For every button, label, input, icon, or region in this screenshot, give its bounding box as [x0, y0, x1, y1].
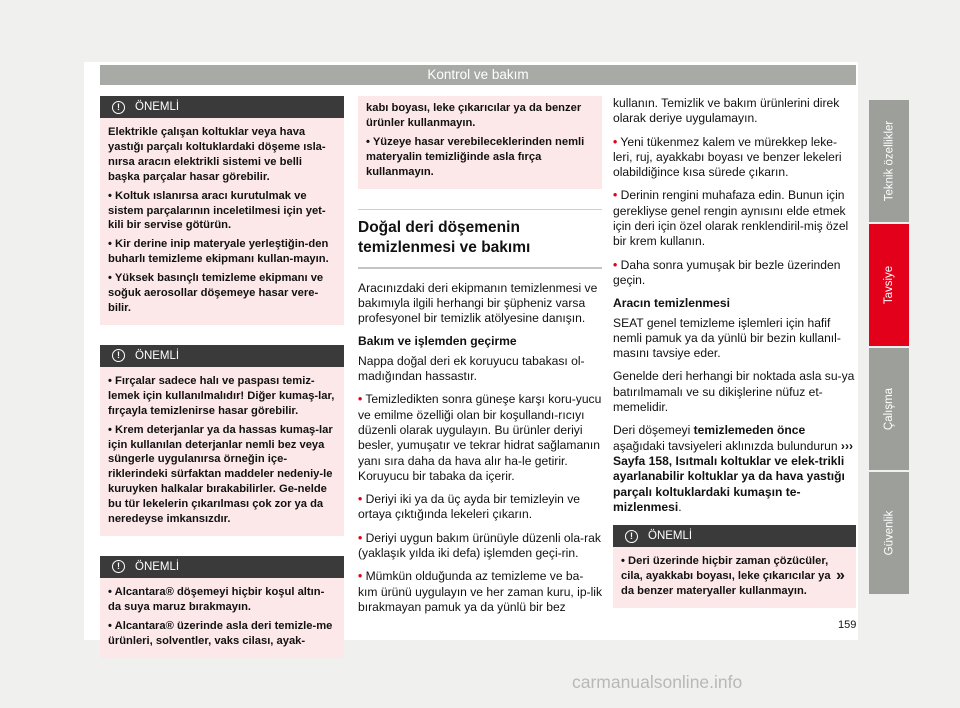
tab-label: Teknik özellikler: [883, 120, 895, 202]
warning-bullet: [108, 271, 336, 316]
list-item-text: Temizledikten sonra güneşe karşı koru-yucu ve emilme özelliği olan bir koşullandı-rıcıyı düzenli olarak uygulayın. Bu ürünler deriyi besler, yumuşatır ve tekrar hidrat sağlamanın yanı sıra daha da hava alır ha-le getirir. Koruyucu bir tabaka da içerir.: [358, 392, 602, 483]
list-item: [613, 135, 856, 181]
warning-icon: !: [112, 101, 125, 114]
warning-body: [358, 96, 602, 189]
warning-header: [100, 96, 344, 118]
warning-box: [100, 345, 344, 536]
tab-tavsiye[interactable]: [869, 224, 909, 346]
warning-bullet-text: Koltuk ıslanırsa aracı kurutulmak ve sistem parçalarının inceletilmesi için yet-kili bir servise götürün.: [108, 189, 326, 232]
bullet: •: [613, 188, 618, 203]
list-item-text: Deriyi uygun bakım ürünüyle düzenli ola-rak (yaklaşık yılda iki defa) işlemden geçi-rin.: [358, 530, 601, 560]
body-text-bold: temizlemeden önce: [693, 423, 806, 438]
warning-label: ÖNEMLİ: [135, 560, 180, 573]
warning-bullet-text: Alcantara® üzerinde asla deri temizle-me ürünleri, solventler, vaks cilası, ayak-: [108, 619, 333, 647]
continue-arrow-icon: »: [836, 567, 845, 584]
section-title: Doğal deri döşemenin temizlenmesi ve bakımı: [358, 209, 602, 269]
list-item: [358, 569, 602, 615]
list-item: [613, 258, 856, 289]
list-item-text: Daha sonra yumuşak bir bezle üzerinden geçin.: [613, 257, 841, 287]
body-text: SEAT genel temizleme işlemleri için hafif nemli pamuk ya da yünlü bir bezin kullanıl-masını tavsiye eder.: [613, 315, 841, 361]
body-text: kullanın. Temizlik ve bakım ürünlerini direk olarak deriye uygulamayın.: [613, 96, 840, 126]
warning-box: [100, 556, 344, 658]
list-item: [613, 188, 856, 249]
tab-label: Çalışma: [883, 387, 895, 431]
warning-bullet-text: Alcantara® döşemeyi hiçbir koşul altın-da suya maruz bırakmayın.: [108, 585, 325, 613]
list-item: [358, 392, 602, 484]
column-1: [100, 96, 344, 658]
body-text-part: .: [678, 499, 682, 514]
warning-bullet-text: Kir derine inip materyale yerleştiğin-den buharlı temizleme ekipmanı kullan-mayın.: [108, 238, 329, 266]
warning-icon: !: [625, 530, 638, 543]
warning-box: [613, 525, 856, 608]
column-2: [358, 96, 602, 623]
bullet: •: [613, 257, 618, 272]
warning-header: [100, 556, 344, 578]
warning-icon: !: [112, 349, 125, 362]
body-text-part: aşağıdaki tavsiyeleri aklınızda bulundurun: [613, 438, 838, 453]
warning-body: [100, 578, 344, 658]
tab-label: Güvenlik: [883, 510, 895, 556]
warning-bullet: [108, 585, 336, 615]
warning-bullet: [621, 554, 836, 599]
list-item: [358, 492, 602, 523]
tab-guvenlik[interactable]: [869, 472, 909, 594]
warning-bullet-text: Yüksek basınçlı temizleme ekipmanı ve soğuk aerosollar döşemeye hasar vere-bilir.: [108, 272, 324, 314]
body-text: Nappa doğal deri ek koruyucu tabakası ol-madığından hassastır.: [358, 353, 585, 384]
list-item-text: Yeni tükenmez kalem ve mürekkep leke-leri, ruj, ayakkabı boyası ve benzer lekeleri olabildiğince kısa sürede çıkarın.: [613, 134, 842, 180]
tab-calisma[interactable]: [869, 348, 909, 470]
bullet: •: [108, 238, 112, 251]
list-item-text: Mümkün olduğunda az temizleme ve ba-kım ürünü uygulayın ve her zaman kuru, ip-lik bırakmayan pamuk ya da yünlü bir bez: [358, 569, 603, 614]
intro-text: Aracınızdaki deri ekipmanın temizlenmesi ve bakımıyla ilgili herhangi bir şüpheniz varsa profesyonel bir temizlik atölyesine danışın.: [358, 280, 598, 326]
body-text: [613, 423, 856, 515]
list-item-text: Deriyi iki ya da üç ayda bir temizleyin ve ortaya çıktığında lekeleri çıkarın.: [358, 492, 581, 522]
list-item-text: Derinin rengini muhafaza edin. Bunun için gerekliyse genel rengin aynısını elde etmek için deri için özel olarak renklendiril-miş özel bir krem kullanın.: [613, 188, 849, 249]
bullet: •: [358, 530, 363, 545]
bullet: •: [108, 423, 112, 436]
subheading: Bakım ve işlemden geçirme: [358, 334, 517, 349]
tab-teknik-ozellikler[interactable]: [869, 100, 909, 222]
bullet: •: [366, 135, 370, 148]
subheading: Aracın temizlenmesi: [613, 296, 730, 311]
warning-bullet: [108, 374, 336, 419]
warning-bullet: [108, 189, 336, 234]
bullet: •: [108, 585, 112, 598]
warning-bullet: [108, 619, 336, 649]
reference-arrow-icon: ›››: [840, 438, 854, 453]
warning-bullet-text: Yüzeye hasar verebileceklerinden nemli materyalin temizliğinde asla fırça kullanmayın.: [366, 135, 585, 178]
column-3: [613, 96, 856, 608]
warning-header: [613, 525, 856, 547]
tab-label: Tavsiye: [882, 265, 895, 305]
bullet: •: [108, 619, 112, 632]
warning-box: [100, 96, 344, 325]
body-text: Genelde deri herhangi bir noktada asla su-ya batırılmamalı ve su dikişlerine nüfuz et-memelidir.: [613, 369, 855, 415]
warning-bullet-text: Deri üzerinde hiçbir zaman çözücüler, cila, ayakkabı boyası, leke çıkarıcılar ya da benzer materyaller kullanmayın.: [621, 555, 831, 597]
warning-bullet-text: Krem deterjanlar ya da hassas kumaş-lar için kullanılan deterjanlar nemli bez veya süngerle uygulanırsa örneğin içe-riklerindeki sürfaktan maddeler nedeniy-le kuruyken halkalar bırakabilirler. Ge-nelde bu tür lekelerin çıkarılması çok zor ya da neredeyse imkansızdır.: [108, 423, 333, 526]
warning-body: [100, 367, 344, 536]
bullet: •: [613, 134, 618, 149]
bullet: •: [358, 392, 363, 407]
warning-box-continued: [358, 96, 602, 189]
bullet: •: [108, 189, 112, 202]
watermark: carmanualsonline.info: [572, 672, 743, 692]
page-header: Kontrol ve bakım: [100, 65, 856, 85]
warning-label: ÖNEMLİ: [135, 349, 180, 362]
warning-bullet: [108, 237, 336, 267]
warning-bullet: [108, 423, 336, 527]
warning-text: kabı boyası, leke çıkarıcılar ya da benzer ürünler kullanmayın.: [366, 102, 582, 129]
list-item: [358, 531, 602, 562]
bullet: •: [358, 492, 363, 507]
warning-icon: !: [112, 560, 125, 573]
warning-bullet: [366, 135, 594, 180]
bullet: •: [108, 374, 112, 387]
page-number: 159: [838, 619, 857, 631]
body-text-part: Deri döşemeyi: [613, 423, 694, 438]
bullet: •: [621, 555, 625, 568]
warning-body: [100, 118, 344, 325]
bullet: •: [108, 272, 112, 285]
warning-text: Elektrikle çalışan koltuklar veya hava yastığı parçalı koltuklardaki döşeme ısla-nırsa aracın elektrikli sistemi ve belli başka parçalar hasar görebilir.: [108, 126, 326, 183]
cross-reference-text: Sayfa 158, Isıtmalı koltuklar ve elek-trikli ayarlanabilir koltuklar ya da hava yastığı parçalı koltuklardaki kumaşın te-mizlenmesi: [613, 453, 845, 514]
warning-body: [613, 547, 856, 608]
bullet: •: [358, 569, 363, 584]
warning-label: ÖNEMLİ: [648, 530, 693, 543]
warning-bullet-text: Fırçalar sadece halı ve paspası temiz-lemek için kullanılmalıdır! Diğer kumaş-lar, fırçayla temizlenirse hasar görebilir.: [108, 374, 335, 417]
warning-label: ÖNEMLİ: [135, 101, 180, 113]
warning-header: [100, 345, 344, 367]
